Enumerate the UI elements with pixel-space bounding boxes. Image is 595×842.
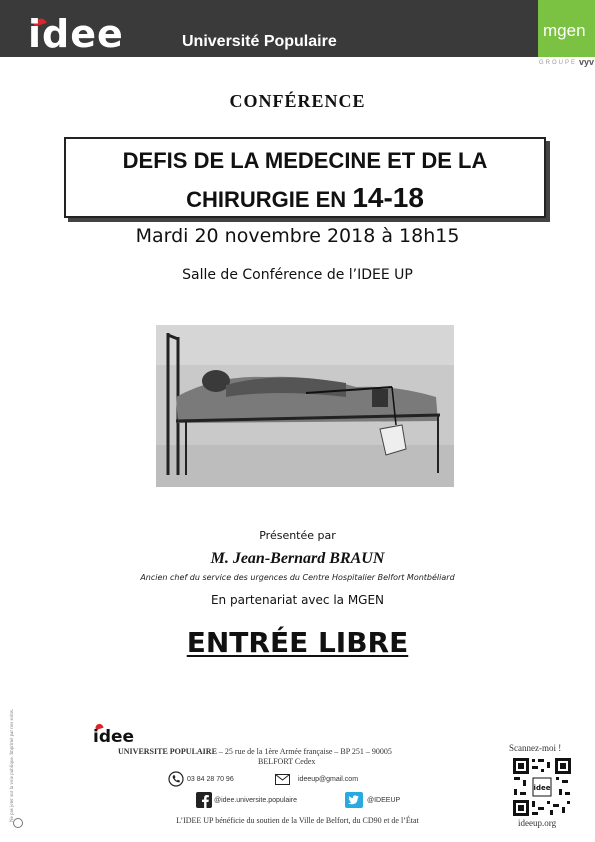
speaker-name: M. Jean-Bernard BRAUN	[210, 550, 385, 567]
event-title-line-2	[66, 183, 544, 215]
footer-phone: 03 84 28 70 96	[187, 776, 234, 783]
side-note-text: Ne pas jeter sur la voie publique. Imprimé par nos soins.	[10, 708, 15, 822]
vyv-label: vyv	[579, 57, 595, 67]
event-venue: Salle de Conférence de l’IDEE UP	[182, 267, 413, 283]
footer-website[interactable]: ideeup.org	[518, 818, 557, 828]
footer-support: L’IDEE UP bénéficie du soutien de la Ville de Belfort, du CD90 et de l’État	[176, 816, 419, 825]
partnership-label: En partenariat avec la MGEN	[210, 593, 385, 607]
footer-twitter: @IDEEUP	[367, 797, 401, 804]
mgen-logo: mgen	[543, 21, 586, 40]
footer-email: ideeup@gmail.com	[298, 776, 359, 783]
header-title: Université Populaire	[182, 33, 337, 50]
event-title-line-1: DEFIS DE LA MEDECINE ET DE LA	[122, 148, 488, 173]
qr-code-icon[interactable]	[512, 757, 572, 817]
side-note	[10, 672, 22, 822]
scan-label: Scannez-moi !	[509, 743, 562, 753]
phone-icon	[168, 771, 184, 787]
event-date: Mardi 20 novembre 2018 à 18h15	[135, 225, 460, 247]
footer-idee-logo: idee	[93, 727, 135, 747]
qr-center-label: idee	[533, 784, 551, 792]
idee-logo: idee	[28, 12, 124, 56]
speaker-role: Ancien chef du service des urgences du Centre Hospitalier Belfort Montbéliard	[140, 573, 455, 582]
event-type: CONFÉRENCE	[229, 91, 366, 111]
footer-org: UNIVERSITE POPULAIRE	[118, 747, 217, 756]
twitter-icon	[345, 792, 363, 808]
footer-address	[118, 747, 478, 757]
mgen-group-label: GROUPE	[539, 60, 578, 66]
facebook-icon	[196, 792, 212, 808]
footer-street: – 25 rue de la 1ère Armée française – BP 251 – 90005	[216, 747, 392, 756]
mail-icon	[275, 774, 290, 785]
event-title-year: 14-18	[352, 182, 424, 213]
event-title-box	[64, 137, 546, 218]
event-title-prefix: CHIRURGIE EN	[186, 187, 347, 212]
hospital-bed-photo	[156, 325, 454, 487]
footer-city: BELFORT Cedex	[258, 757, 316, 766]
presented-by-label: Présentée par	[259, 529, 336, 542]
entry-label	[0, 626, 595, 660]
footer-facebook: @idee.universite.populaire	[214, 797, 297, 804]
entry-text: ENTRÉE LIBRE	[186, 626, 409, 659]
